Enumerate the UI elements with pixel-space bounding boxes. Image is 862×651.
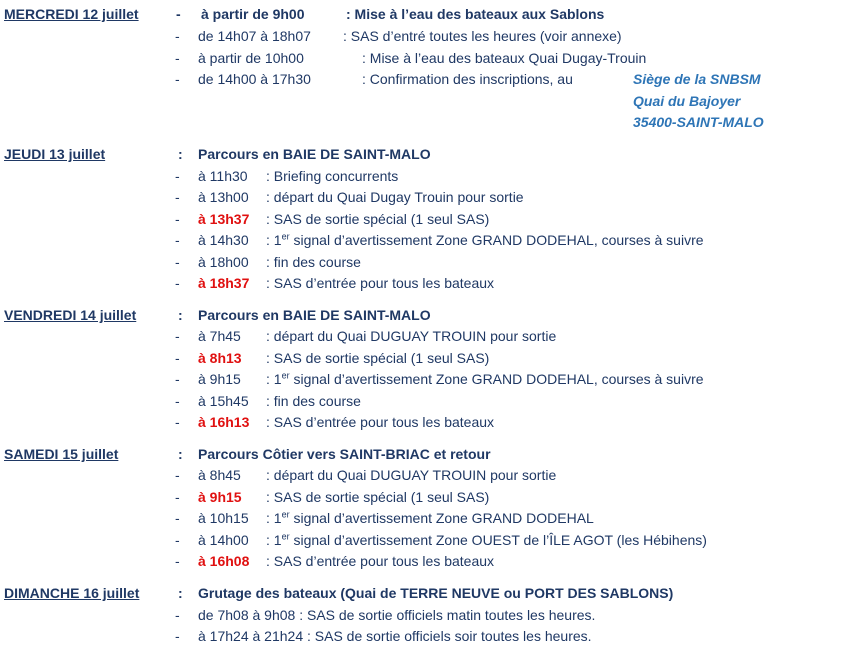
dash-bullet: - [175, 328, 180, 344]
dash-bullet: - [175, 414, 180, 430]
dash-bullet: - [175, 553, 180, 569]
schedule-text: : 1er signal d’avertissement Zone GRAND DODEHAL, courses à suivre [266, 370, 704, 387]
schedule-time: à 10h15 [198, 510, 249, 526]
schedule-time: à 7h45 [198, 328, 241, 344]
address-line: Quai du Bajoyer [633, 93, 741, 109]
schedule-text: : départ du Quai Dugay Trouin pour sortie [266, 189, 524, 205]
schedule-text: : SAS d’entrée pour tous les bateaux [266, 275, 495, 291]
highlight-time: à 13h37 [198, 211, 250, 227]
highlight-time: à 16h08 [198, 553, 250, 569]
colon: : [178, 585, 183, 601]
schedule-time: à 14h00 [198, 532, 249, 548]
schedule-text: : Briefing concurrents [266, 168, 399, 184]
colon: : [178, 146, 183, 162]
day-heading-thursday: JEUDI 13 juillet [4, 146, 106, 162]
colon: : [178, 446, 183, 462]
dash-bullet: - [175, 607, 180, 623]
schedule-time: à 9h15 [198, 371, 241, 387]
section-title: Parcours Côtier vers SAINT-BRIAC et retour [198, 446, 491, 462]
highlight-time: à 16h13 [198, 414, 250, 430]
dash-bullet: - [175, 71, 180, 87]
day-heading-wednesday: MERCREDI 12 juillet [4, 6, 139, 22]
schedule-text: : Mise à l’eau des bateaux Quai Dugay-Trouin [362, 50, 647, 66]
dash-bullet: - [175, 467, 180, 483]
dash-bullet: - [176, 6, 181, 22]
highlight-time: à 9h15 [198, 489, 242, 505]
schedule-text: : SAS de sortie spécial (1 seul SAS) [266, 489, 490, 505]
dash-bullet: - [175, 628, 180, 644]
day-heading-saturday: SAMEDI 15 juillet [4, 446, 119, 462]
schedule-time: de 14h00 à 17h30 [198, 71, 311, 87]
day-heading-sunday: DIMANCHE 16 juillet [4, 585, 140, 601]
schedule-time: à 15h45 [198, 393, 249, 409]
schedule-time: à 8h45 [198, 467, 241, 483]
dash-bullet: - [175, 489, 180, 505]
dash-bullet: - [175, 168, 180, 184]
schedule-text: : Mise à l’eau des bateaux aux Sablons [346, 6, 605, 22]
address-line: 35400-SAINT-MALO [633, 114, 764, 130]
schedule-line: à 17h24 à 21h24 : SAS de sortie officiels soir toutes les heures. [198, 628, 592, 644]
highlight-time: à 18h37 [198, 275, 250, 291]
schedule-time: à partir de 9h00 [201, 6, 305, 22]
schedule-text: : SAS de sortie spécial (1 seul SAS) [266, 211, 490, 227]
schedule-time: à partir de 10h00 [198, 50, 304, 66]
dash-bullet: - [175, 393, 180, 409]
dash-bullet: - [175, 28, 180, 44]
schedule-text: : SAS d’entré toutes les heures (voir annexe) [343, 28, 622, 44]
address-line: Siège de la SNBSM [633, 71, 761, 87]
dash-bullet: - [175, 350, 180, 366]
schedule-text: : fin des course [266, 393, 361, 409]
schedule-text: : Confirmation des inscriptions, au [362, 71, 573, 87]
schedule-text: : SAS d’entrée pour tous les bateaux [266, 414, 495, 430]
dash-bullet: - [175, 532, 180, 548]
dash-bullet: - [175, 510, 180, 526]
schedule-time: de 14h07 à 18h07 [198, 28, 311, 44]
schedule-text: : 1er signal d’avertissement Zone GRAND DODEHAL, courses à suivre [266, 231, 704, 248]
day-heading-friday: VENDREDI 14 juillet [4, 307, 137, 323]
dash-bullet: - [175, 254, 180, 270]
schedule-time: à 13h00 [198, 189, 249, 205]
dash-bullet: - [175, 275, 180, 291]
schedule-time: à 11h30 [198, 168, 248, 184]
schedule-text: : départ du Quai DUGUAY TROUIN pour sortie [266, 328, 557, 344]
schedule-text: : SAS d’entrée pour tous les bateaux [266, 553, 495, 569]
dash-bullet: - [175, 232, 180, 248]
schedule-text: : fin des course [266, 254, 361, 270]
schedule-time: à 18h00 [198, 254, 249, 270]
colon: : [178, 307, 183, 323]
dash-bullet: - [175, 371, 180, 387]
dash-bullet: - [175, 50, 180, 66]
schedule-line: de 7h08 à 9h08 : SAS de sortie officiels matin toutes les heures. [198, 607, 596, 623]
dash-bullet: - [175, 211, 180, 227]
section-title: Grutage des bateaux (Quai de TERRE NEUVE ou PORT DES SABLONS) [198, 585, 674, 601]
highlight-time: à 8h13 [198, 350, 242, 366]
schedule-text: : 1er signal d’avertissement Zone GRAND DODEHAL [266, 509, 594, 526]
schedule-time: à 14h30 [198, 232, 249, 248]
schedule-text: : SAS de sortie spécial (1 seul SAS) [266, 350, 490, 366]
section-title: Parcours en BAIE DE SAINT-MALO [198, 146, 431, 162]
section-title: Parcours en BAIE DE SAINT-MALO [198, 307, 431, 323]
schedule-text: : 1er signal d’avertissement Zone OUEST de l’ÎLE AGOT (les Hébihens) [266, 531, 707, 548]
dash-bullet: - [175, 189, 180, 205]
schedule-text: : départ du Quai DUGUAY TROUIN pour sortie [266, 467, 557, 483]
